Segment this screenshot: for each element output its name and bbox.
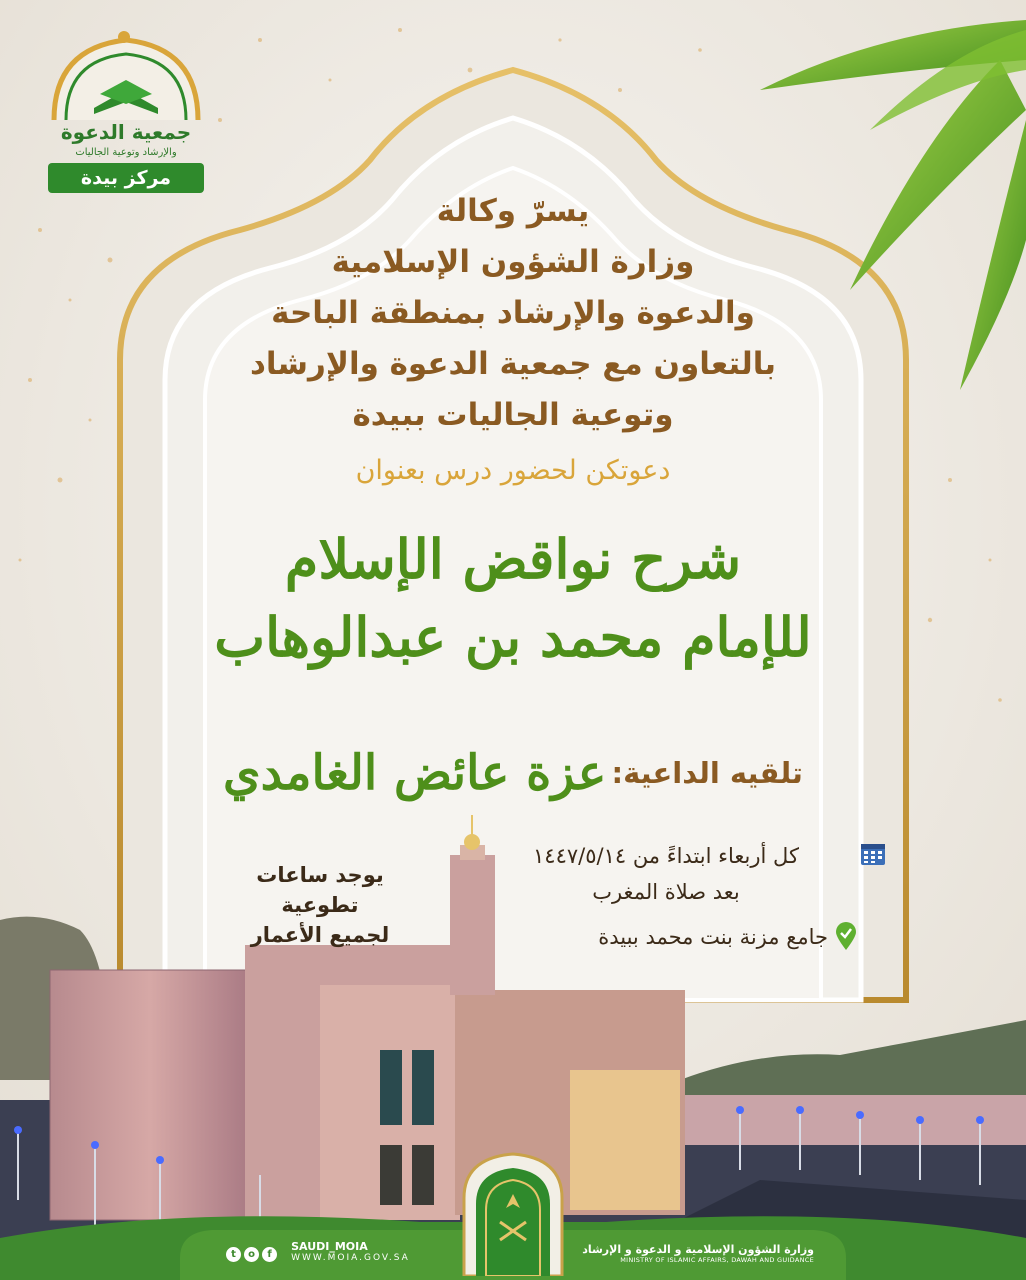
logo-subtitle: والإرشاد وتوعية الجاليات	[75, 147, 177, 158]
volunteer-note	[215, 860, 425, 950]
location-pin-icon	[834, 921, 858, 951]
schedule-date: كل أربعاء ابتداءً من ١٤٤٧/٥/١٤	[533, 844, 799, 868]
calendar-icon	[860, 840, 886, 866]
lesson-title-line: للإمام محمد بن عبدالوهاب	[214, 605, 812, 669]
ministry-name-ar: وزارة الشؤون الإسلامية و الدعوة و الإرشاد	[582, 1243, 814, 1256]
intro-text	[0, 186, 1026, 441]
social-handle[interactable]: SAUDI_MOIA	[291, 1240, 368, 1253]
schedule-info	[476, 838, 856, 910]
schedule-time: بعد صلاة المغرب	[592, 880, 740, 904]
speaker-name: عزة عائض الغامدي	[223, 745, 607, 801]
logo-center-banner: مركز بيدة	[48, 163, 204, 193]
footer-contact	[226, 1240, 410, 1263]
website-link[interactable]: WWW.MOIA.GOV.SA	[291, 1253, 410, 1263]
association-logo	[40, 28, 212, 196]
social-icons	[226, 1242, 280, 1262]
location-text: جامع مزنة بنت محمد ببيدة	[598, 925, 828, 949]
intro-line: والدعوة والإرشاد بمنطقة الباحة	[271, 295, 755, 331]
instagram-icon[interactable]: o	[244, 1247, 259, 1262]
location-info	[508, 925, 828, 949]
volunteer-line: لجميع الأعمار	[250, 923, 390, 947]
ministry-name-en: MINISTRY OF ISLAMIC AFFAIRS, DAWAH AND GUIDANCE	[620, 1256, 814, 1264]
lesson-title	[0, 520, 1026, 676]
intro-line: وتوعية الجاليات ببيدة	[352, 397, 674, 433]
ministry-emblem	[460, 1150, 566, 1276]
intro-line: بالتعاون مع جمعية الدعوة والإرشاد	[249, 346, 776, 382]
lesson-title-line: شرح نواقض الإسلام	[284, 527, 742, 591]
invitation-text: دعوتكن لحضور درس بعنوان	[355, 455, 671, 486]
intro-line: يسرّ وكالة	[436, 193, 590, 229]
facebook-icon[interactable]: f	[262, 1247, 277, 1262]
speaker-label: تلقيه الداعية:	[611, 756, 803, 790]
logo-name: جمعية الدعوة	[60, 120, 192, 144]
intro-line: وزارة الشؤون الإسلامية	[331, 244, 695, 280]
volunteer-line: يوجد ساعات تطوعية	[256, 863, 384, 917]
twitter-icon[interactable]: t	[226, 1247, 241, 1262]
speaker	[0, 745, 1026, 801]
footer-ministry	[582, 1243, 814, 1264]
